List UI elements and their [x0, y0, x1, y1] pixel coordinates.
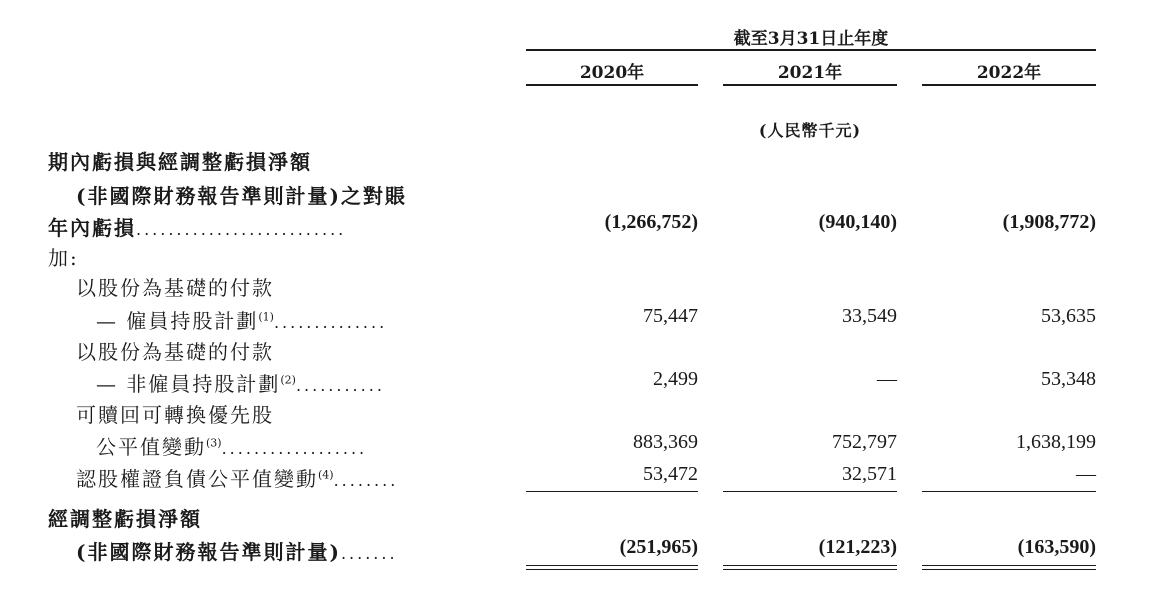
year-2021: 2021年	[777, 63, 843, 83]
note-ref-1: (1)	[258, 310, 274, 324]
net-loss-heading-2: (非國際財務報告準則計量)之對賬	[76, 184, 407, 208]
share-employee-label-text: — 僱員持股計劃	[96, 309, 259, 333]
adjusted-dots: .......	[340, 544, 398, 563]
net-loss-2022: (1,908,772)	[1002, 211, 1096, 233]
share-non-employee-2022: 53,348	[1041, 368, 1096, 390]
total-rule-bottom-2022	[922, 569, 1096, 570]
preferred-2021: 752,797	[832, 431, 897, 453]
note-ref-2: (2)	[280, 373, 296, 387]
add-label: 加:	[48, 246, 79, 270]
year-rule-2020	[526, 84, 698, 86]
subtotal-rule-2022	[922, 491, 1096, 492]
warrant-label	[76, 463, 398, 492]
note-ref-4: (4)	[318, 468, 334, 482]
share-employee-2022: 53,635	[1041, 305, 1096, 327]
year-2020: 2020年	[579, 63, 645, 83]
share-non-employee-label-1: 以股份為基礎的付款	[76, 340, 274, 364]
preferred-2022: 1,638,199	[1016, 431, 1096, 453]
net-loss-2020: (1,266,752)	[604, 211, 698, 233]
preferred-label-1: 可贖回可轉換優先股	[76, 403, 274, 427]
share-non-employee-label-2	[96, 368, 385, 397]
share-employee-2020: 75,447	[643, 305, 698, 327]
share-non-employee-2021: —	[877, 368, 897, 390]
unit-label: (人民幣千元)	[758, 121, 862, 140]
adjusted-label-1: 經調整虧損淨額	[48, 507, 202, 531]
share-employee-dots: ..............	[273, 313, 388, 332]
share-non-employee-label-text: — 非僱員持股計劃	[96, 372, 281, 396]
year-rule-2021	[723, 84, 897, 86]
year-rule-2022	[922, 84, 1096, 86]
adjusted-2020: (251,965)	[619, 536, 698, 558]
warrant-label-text: 認股權證負債公平值變動	[76, 467, 318, 491]
subtotal-rule-2020	[526, 491, 698, 492]
net-loss-label-text: 年內虧損	[48, 216, 136, 240]
total-rule-top-2020	[526, 565, 698, 566]
share-non-employee-2020: 2,499	[653, 368, 698, 390]
net-loss-label	[48, 212, 346, 241]
period-title: 截至3月31日止年度	[733, 29, 889, 49]
adjusted-label-2	[76, 536, 398, 565]
preferred-2020: 883,369	[633, 431, 698, 453]
header-rule	[526, 49, 1096, 51]
adjusted-2021: (121,223)	[818, 536, 897, 558]
note-ref-3: (3)	[206, 436, 222, 450]
year-2022: 2022年	[976, 63, 1042, 83]
net-loss-dots: ..........................	[136, 220, 347, 239]
share-employee-2021: 33,549	[842, 305, 897, 327]
warrant-2021: 32,571	[842, 463, 897, 485]
share-employee-label-2	[96, 305, 387, 334]
preferred-label-2	[96, 431, 367, 460]
total-rule-bottom-2021	[723, 569, 897, 570]
net-loss-heading-1: 期內虧損與經調整虧損淨額	[48, 150, 312, 174]
adjusted-label-text: (非國際財務報告準則計量)	[76, 540, 341, 564]
preferred-label-text: 公平值變動	[96, 435, 206, 459]
warrant-2020: 53,472	[643, 463, 698, 485]
warrant-2022: —	[1076, 463, 1096, 485]
share-employee-label-1: 以股份為基礎的付款	[76, 276, 274, 300]
adjusted-2022: (163,590)	[1017, 536, 1096, 558]
total-rule-top-2021	[723, 565, 897, 566]
net-loss-2021: (940,140)	[818, 211, 897, 233]
subtotal-rule-2021	[723, 491, 897, 492]
total-rule-bottom-2020	[526, 569, 698, 570]
total-rule-top-2022	[922, 565, 1096, 566]
share-non-employee-dots: ...........	[295, 376, 385, 395]
preferred-dots: ..................	[221, 439, 368, 458]
warrant-dots: ........	[333, 471, 399, 490]
